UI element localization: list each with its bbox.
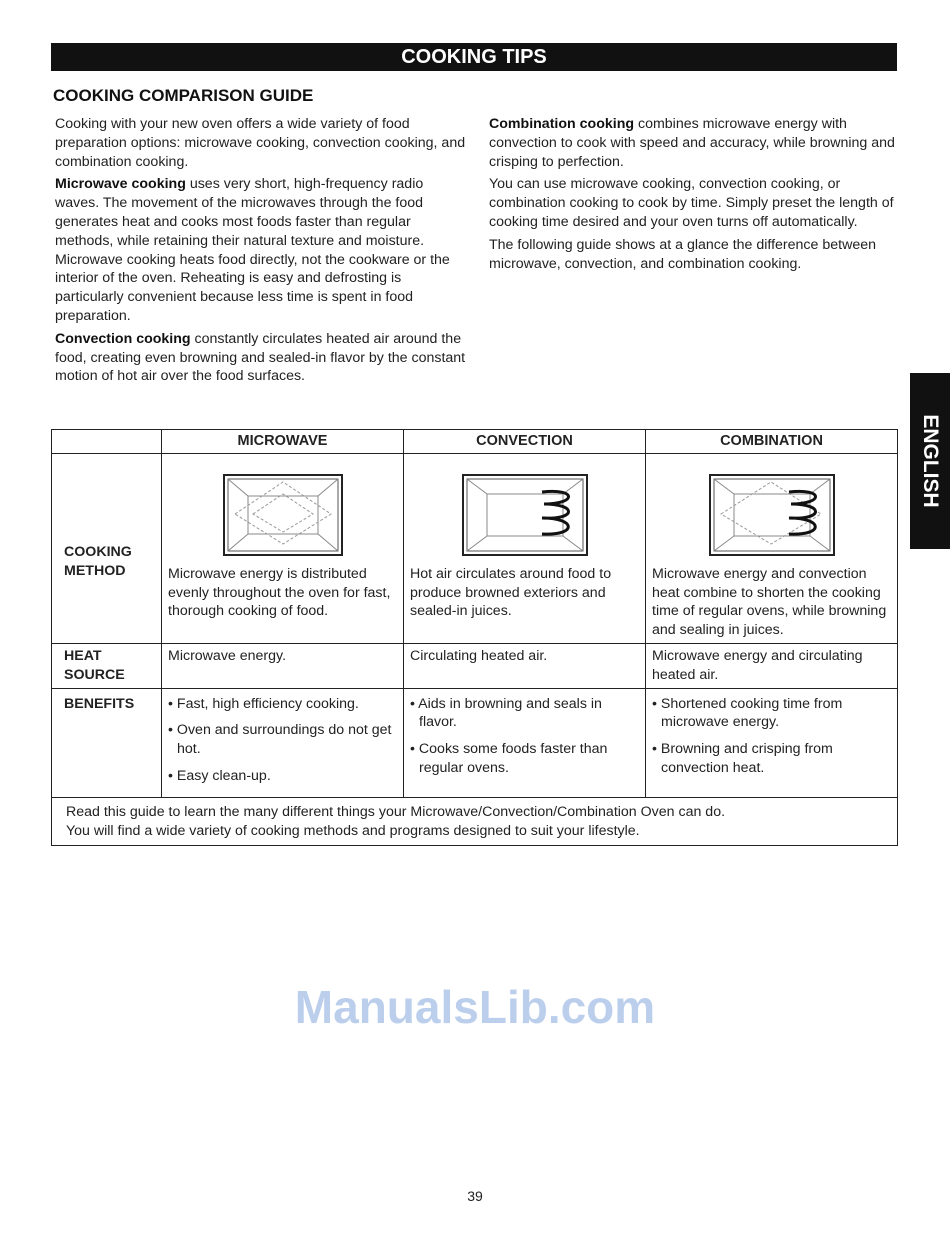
header-combination: COMBINATION [646,430,898,454]
timing-paragraph: You can use microwave cooking, convection cooking, or combination cooking to cook by time. Simply preset the length of cooking time desired and your oven turns off automatically. [489,176,894,230]
cooking-method-label: COOKING METHOD [52,453,162,643]
cooking-method-row: Microwave energy is distributed evenly throughout the oven for fast, thorough cooking of food. Hot air circulates around food to produce browned exteriors and sealed-in juices. Microwave energy and convection heat combine to shorten the cooking time of regular ovens, while browning and sealing in juices. [52,562,898,644]
intro-left-column [55,115,470,390]
page-number: 39 [467,1188,483,1204]
convection-paragraph: Convection cooking constantly circulates heated air around the food, creating even browning and sealed-in flavor by the constant motion of hot air over the food surfaces. [55,330,466,385]
header-microwave: MICROWAVE [162,430,404,454]
header-row [52,430,898,454]
intro-paragraph: Cooking with your new oven offers a wide variety of food preparation options: microwave cooking, convection cooking, and combination cooking. [55,116,466,170]
microwave-illustration [162,453,404,562]
benefits-row: BENEFITS • Fast, high efficiency cooking. • Oven and surroundings do not get hot. • Easy clean-up. • Aids in browning and seals in flavor. • Cooks some foods faster than regular ovens. • Shortened cooking time from microwave energy. • Browning and crisping from convection heat. [52,688,898,797]
intro-right-column [489,115,899,277]
microwave-paragraph: Microwave cooking uses very short, high-frequency radio waves. The movement of the microwaves through the food generates heat and cooks most foods faster than regular methods, while retaining their natural texture and moisture. Microwave cooking heats food directly, not the cookware or the interior of the oven. Reheating is easy and defrosting is particularly convenient because less time is spent in food preparation. [55,176,450,324]
language-tab: ENGLISH [910,373,950,549]
header-convection: CONVECTION [404,430,646,454]
section-banner: COOKING TIPS [51,43,897,71]
table-footer: Read this guide to learn the many different things your Microwave/Convection/Combination Oven can do. You will find a wide variety of cooking methods and programs designed to suit your lifestyle. [52,797,898,846]
combination-illustration [646,453,898,562]
convection-illustration [404,453,646,562]
watermark: ManualsLib.com [294,981,656,1033]
heat-source-row: HEAT SOURCE Microwave energy. Circulating heated air. Microwave energy and circulating heated air. [52,643,898,688]
section-title: COOKING COMPARISON GUIDE [53,86,314,105]
comparison-table [51,429,898,846]
guide-paragraph: The following guide shows at a glance the difference between microwave, convection, and combination cooking. [489,236,876,272]
combination-paragraph: Combination cooking combines microwave energy with convection to cook with speed and accuracy, while browning and crisping to perfection. [489,116,895,170]
